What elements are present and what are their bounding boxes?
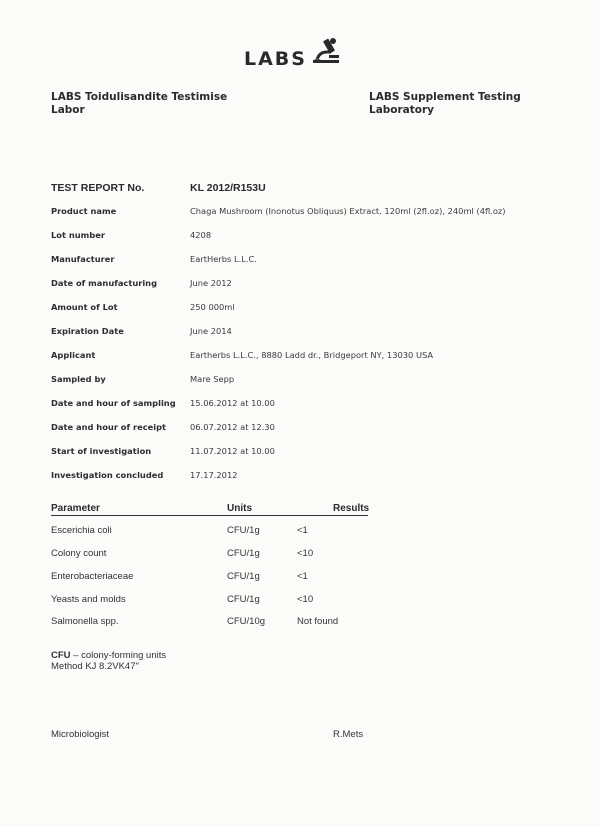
- result-cell: <1: [297, 571, 308, 582]
- header-units: Units: [227, 503, 252, 514]
- units-cell: CFU/1g: [227, 525, 260, 536]
- table-row: [51, 548, 381, 562]
- table-row: [51, 594, 381, 608]
- info-value: 15.06.2012 at 10.00: [190, 398, 275, 408]
- signature-role: Microbiologist: [51, 729, 110, 740]
- units-cell: CFU/1g: [227, 548, 260, 559]
- result-cell: <10: [297, 548, 314, 559]
- units-cell: CFU/1g: [227, 594, 260, 605]
- left-lab-name: [51, 91, 227, 117]
- units-cell: CFU/10g: [227, 616, 266, 627]
- info-label: Investigation concluded: [51, 470, 164, 480]
- info-row-investigation-concluded: [51, 470, 571, 484]
- info-row-receipt-date: [51, 422, 571, 436]
- info-value: Mare Sepp: [190, 374, 235, 384]
- right-lab-line1: LABS Supplement Testing: [369, 91, 521, 103]
- parameter-cell: Yeasts and molds: [51, 594, 126, 605]
- parameter-cell: Salmonella spp.: [51, 616, 119, 627]
- info-value: 11.07.2012 at 10.00: [190, 446, 275, 456]
- info-label: Product name: [51, 206, 117, 216]
- info-value: June 2012: [190, 278, 232, 288]
- info-label: Applicant: [51, 350, 96, 360]
- left-lab-line1: LABS Toidulisandite Testimise: [51, 91, 228, 103]
- parameter-cell: Colony count: [51, 548, 107, 559]
- info-label: Start of investigation: [51, 446, 152, 456]
- results-table-header: [51, 503, 371, 516]
- header-results: Results: [333, 503, 370, 514]
- result-cell: <10: [297, 594, 314, 605]
- table-row: [51, 571, 381, 585]
- logo-text: LABS: [244, 48, 307, 70]
- info-label: Date and hour of sampling: [51, 398, 176, 408]
- labs-logo: [244, 36, 343, 69]
- info-row-start-investigation: [51, 446, 571, 460]
- info-label: Date of manufacturing: [51, 278, 158, 288]
- info-row-sampling-date: [51, 398, 571, 412]
- units-cell: CFU/1g: [227, 571, 260, 582]
- cfu-note: [51, 650, 166, 672]
- info-row-applicant: [51, 350, 571, 364]
- info-label: Lot number: [51, 230, 105, 240]
- parameter-cell: Escerichia coli: [51, 525, 112, 536]
- signature-name: R.Mets: [333, 729, 364, 740]
- info-label: Manufacturer: [51, 254, 115, 264]
- info-value: 250 000ml: [190, 302, 235, 312]
- parameter-cell: Enterobacteriaceae: [51, 571, 134, 582]
- right-lab-name: [369, 91, 521, 117]
- info-value: June 2014: [190, 326, 232, 336]
- info-label: Date and hour of receipt: [51, 422, 167, 432]
- result-cell: <1: [297, 525, 308, 536]
- info-value: EartHerbs L.L.C.: [190, 254, 257, 264]
- info-value: 17.17.2012: [190, 470, 238, 480]
- info-label: Sampled by: [51, 374, 106, 384]
- info-value: Chaga Mushroom (Inonotus Obliquus) Extract. 120ml (2fl.oz), 240ml (4fl.oz): [190, 206, 506, 216]
- info-value: 4208: [190, 230, 212, 240]
- info-row-sampled-by: [51, 374, 571, 388]
- right-lab-line2: Laboratory: [369, 104, 435, 116]
- info-row-manufacturer: [51, 254, 571, 268]
- info-value: 06.07.2012 at 12.30: [190, 422, 275, 432]
- info-value: Eartherbs L.L.C., 8880 Ladd dr., Bridgeport NY, 13030 USA: [190, 350, 434, 360]
- info-row-product: [51, 206, 571, 220]
- cfu-abbreviation: CFU: [51, 650, 71, 661]
- info-row-manufacturing-date: [51, 278, 571, 292]
- header-underline: [51, 515, 368, 516]
- info-label: Amount of Lot: [51, 302, 118, 312]
- info-row-amount: [51, 302, 571, 316]
- method-note: Method KJ 8.2VK47": [51, 661, 139, 672]
- table-row: [51, 525, 381, 539]
- cfu-definition: – colony-forming units: [70, 650, 167, 661]
- microscope-icon: [309, 36, 343, 69]
- result-cell: Not found: [297, 616, 339, 627]
- report-number-label: TEST REPORT No.: [51, 182, 145, 194]
- info-row-lot: [51, 230, 571, 244]
- table-row: [51, 616, 381, 630]
- left-lab-line2: Labor: [51, 104, 85, 116]
- report-number-value: KL 2012/R153U: [190, 182, 266, 194]
- header-parameter: Parameter: [51, 503, 100, 514]
- info-row-expiration: [51, 326, 571, 340]
- info-label: Expiration Date: [51, 326, 124, 336]
